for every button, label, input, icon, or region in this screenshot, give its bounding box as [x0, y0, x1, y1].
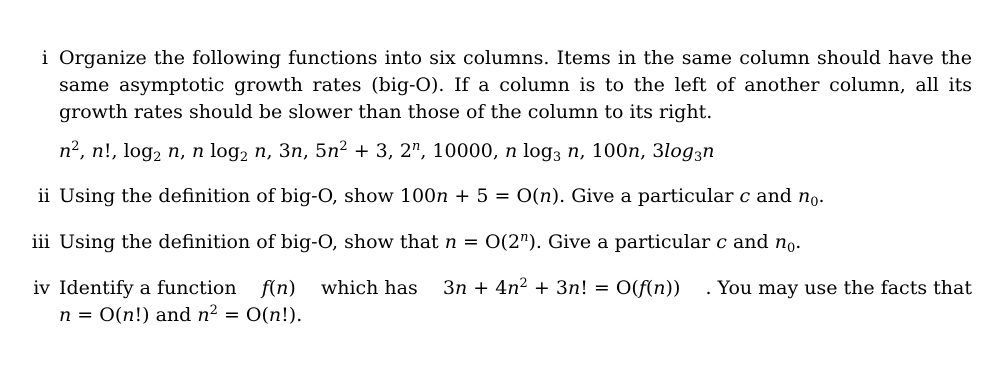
item-ii-marker: ii	[37, 185, 50, 207]
item-iii-text-before: Using the definition of big-O, show that	[59, 231, 445, 253]
item-iii-text-middle: . Give a particular	[535, 231, 717, 253]
item-iv-marker: iv	[33, 277, 50, 299]
function-list: $n^2$, n!, $\log_2 n$, n $\log_2 n$, 3n, $5n^2 + 3$, 2$^n$, 10000, n $\log_3 n$, 100n, $3\log_3n$	[59, 139, 715, 165]
expr-f-of-n: f(n)	[261, 277, 296, 299]
func-3n: 3n	[278, 140, 303, 162]
func-100n: 100n	[591, 140, 641, 162]
func-2-to-n: 2$^n$	[399, 139, 421, 162]
var-n0: $n_0$	[774, 231, 796, 256]
var-n0: $n_0$	[798, 185, 819, 210]
item-ii-text-middle: . Give a particular	[559, 185, 740, 207]
item-ii-text-and: and	[750, 185, 799, 207]
expr-n-equals-O-2n: $n = O(2^n)$	[444, 230, 536, 253]
item-ii-text-before: Using the definition of big-O, show	[59, 185, 400, 207]
func-10000: 10000	[432, 140, 493, 162]
item-iv-text-which: which has	[320, 277, 418, 299]
item-iv-line2-and: and	[149, 304, 198, 326]
item-ii-text	[59, 182, 825, 211]
expr-100n-plus-5: 100n + 5 = O(n)	[399, 185, 560, 207]
item-iv-line2-end: .	[296, 304, 303, 326]
item-i-line-3: growth rates should be slower than those of the column to its right.	[59, 101, 713, 123]
item-i-line-2: same asymptotic growth rates (big-O). If a column is to the left of another column, all its	[59, 74, 972, 96]
func-log2-n: $\log_2 n$	[123, 140, 180, 165]
item-ii-text-end: .	[818, 185, 825, 207]
func-n-log3-n: n $\log_3 n$	[504, 140, 580, 165]
item-iv-line-2	[59, 301, 302, 330]
expr-n2-equals-O-nfact: $n^2 = O(n!)$	[197, 303, 297, 326]
func-n-factorial: n!	[91, 140, 112, 162]
func-3log3n: $3\log_3n$	[652, 140, 715, 165]
expr-sum-equals-O-f: $3n + 4n^2 + 3n$! = O(f(n))	[442, 276, 681, 299]
item-iii-marker: iii	[31, 231, 50, 253]
func-n-squared: $n^2$	[59, 139, 80, 162]
func-5n2-plus-3: $5n^2 + 3$	[315, 139, 388, 162]
item-i-marker: i	[41, 47, 48, 69]
item-iii-text	[59, 228, 801, 257]
item-iv-text-before: Identify a function	[59, 277, 237, 299]
expr-n-equals-O-nfact: n = O(n!)	[59, 304, 150, 326]
item-iii-text-and: and	[726, 231, 775, 253]
func-n-log2-n: n $\log_2 n$	[191, 140, 267, 165]
item-i-line-1: Organize the following functions into six columns. Items in the same column should have the	[59, 47, 972, 69]
item-iv-text-after: . You may use the facts that	[705, 277, 972, 299]
item-iii-text-end: .	[795, 231, 802, 253]
var-c: c	[739, 185, 751, 207]
var-c: c	[716, 231, 727, 253]
item-iv-line-1	[59, 274, 972, 303]
